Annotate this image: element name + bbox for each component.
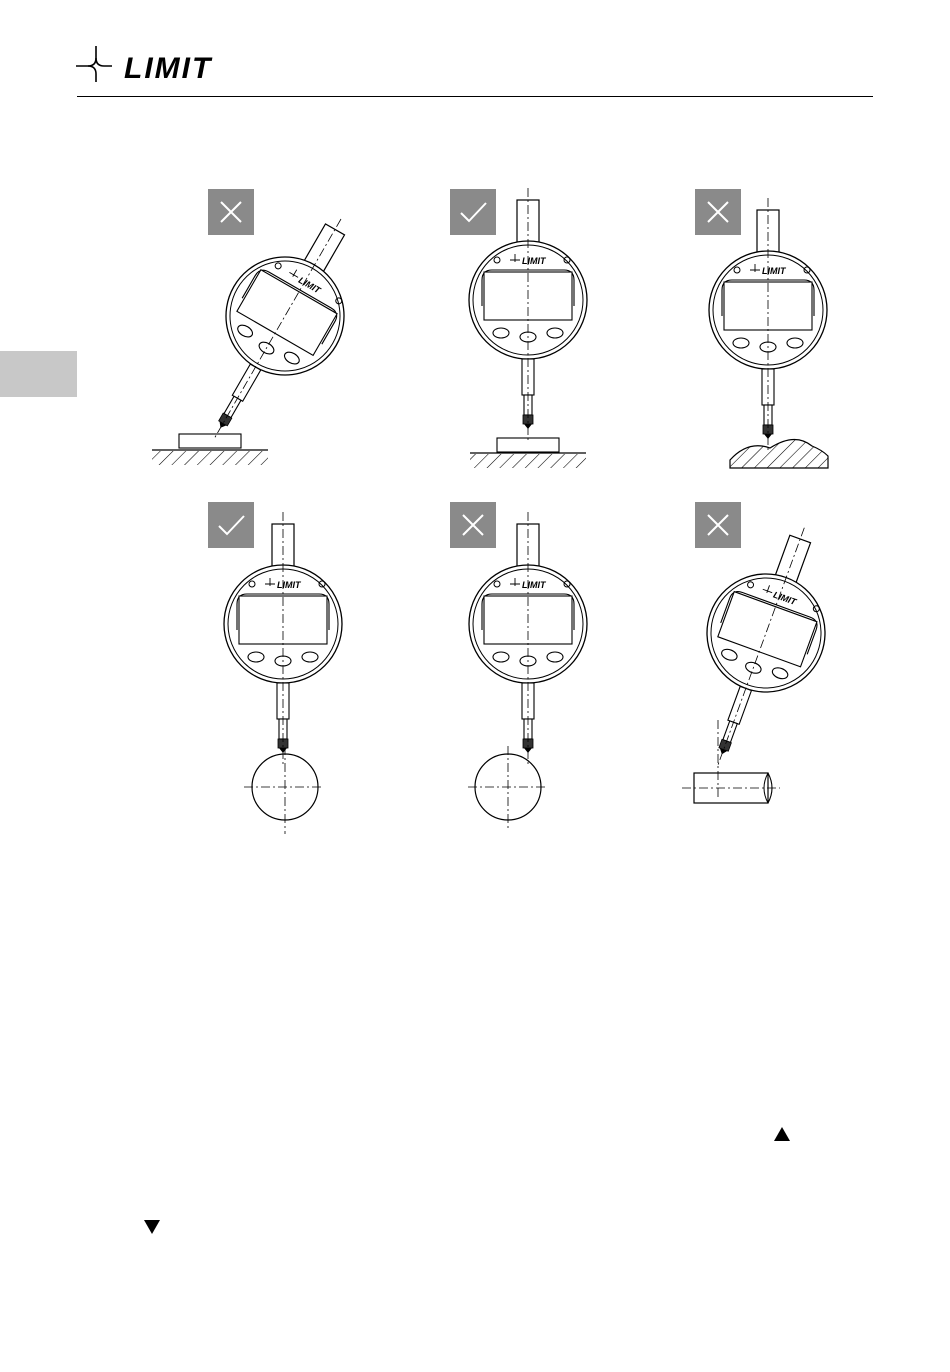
verdict-badge-rough-surface bbox=[695, 189, 741, 235]
dial-brand-text: LIMIT bbox=[296, 274, 323, 296]
panel-shaft-tilted bbox=[663, 508, 860, 803]
panel-cylinder-offset bbox=[468, 512, 587, 830]
verdict-badge-cylinder-centered bbox=[208, 502, 254, 548]
cross-icon bbox=[450, 502, 496, 548]
verdict-badge-shaft-tilted bbox=[695, 502, 741, 548]
dial-brand-text: LIMIT bbox=[762, 266, 786, 276]
check-icon bbox=[450, 189, 496, 235]
panel-flat-tilted bbox=[152, 190, 392, 467]
verdict-badge-flat-tilted bbox=[208, 189, 254, 235]
panel-cylinder-centered bbox=[224, 512, 342, 834]
verdict-badge-cylinder-offset bbox=[450, 502, 496, 548]
verdict-badge-flat-vertical bbox=[450, 189, 496, 235]
dial-brand-text: LIMIT bbox=[277, 580, 301, 590]
dial-brand-text: LIMIT bbox=[522, 256, 546, 266]
cross-icon bbox=[695, 502, 741, 548]
logo-wordmark: LIMIT bbox=[124, 52, 213, 85]
triangle-up-icon[interactable] bbox=[773, 1126, 791, 1142]
dial-brand-text: LIMIT bbox=[522, 580, 546, 590]
cross-icon bbox=[208, 189, 254, 235]
cross-icon bbox=[695, 189, 741, 235]
panel-rough-surface bbox=[709, 198, 828, 468]
check-icon bbox=[208, 502, 254, 548]
dial-brand-text: LIMIT bbox=[771, 589, 798, 608]
triangle-down-icon[interactable] bbox=[143, 1219, 161, 1235]
